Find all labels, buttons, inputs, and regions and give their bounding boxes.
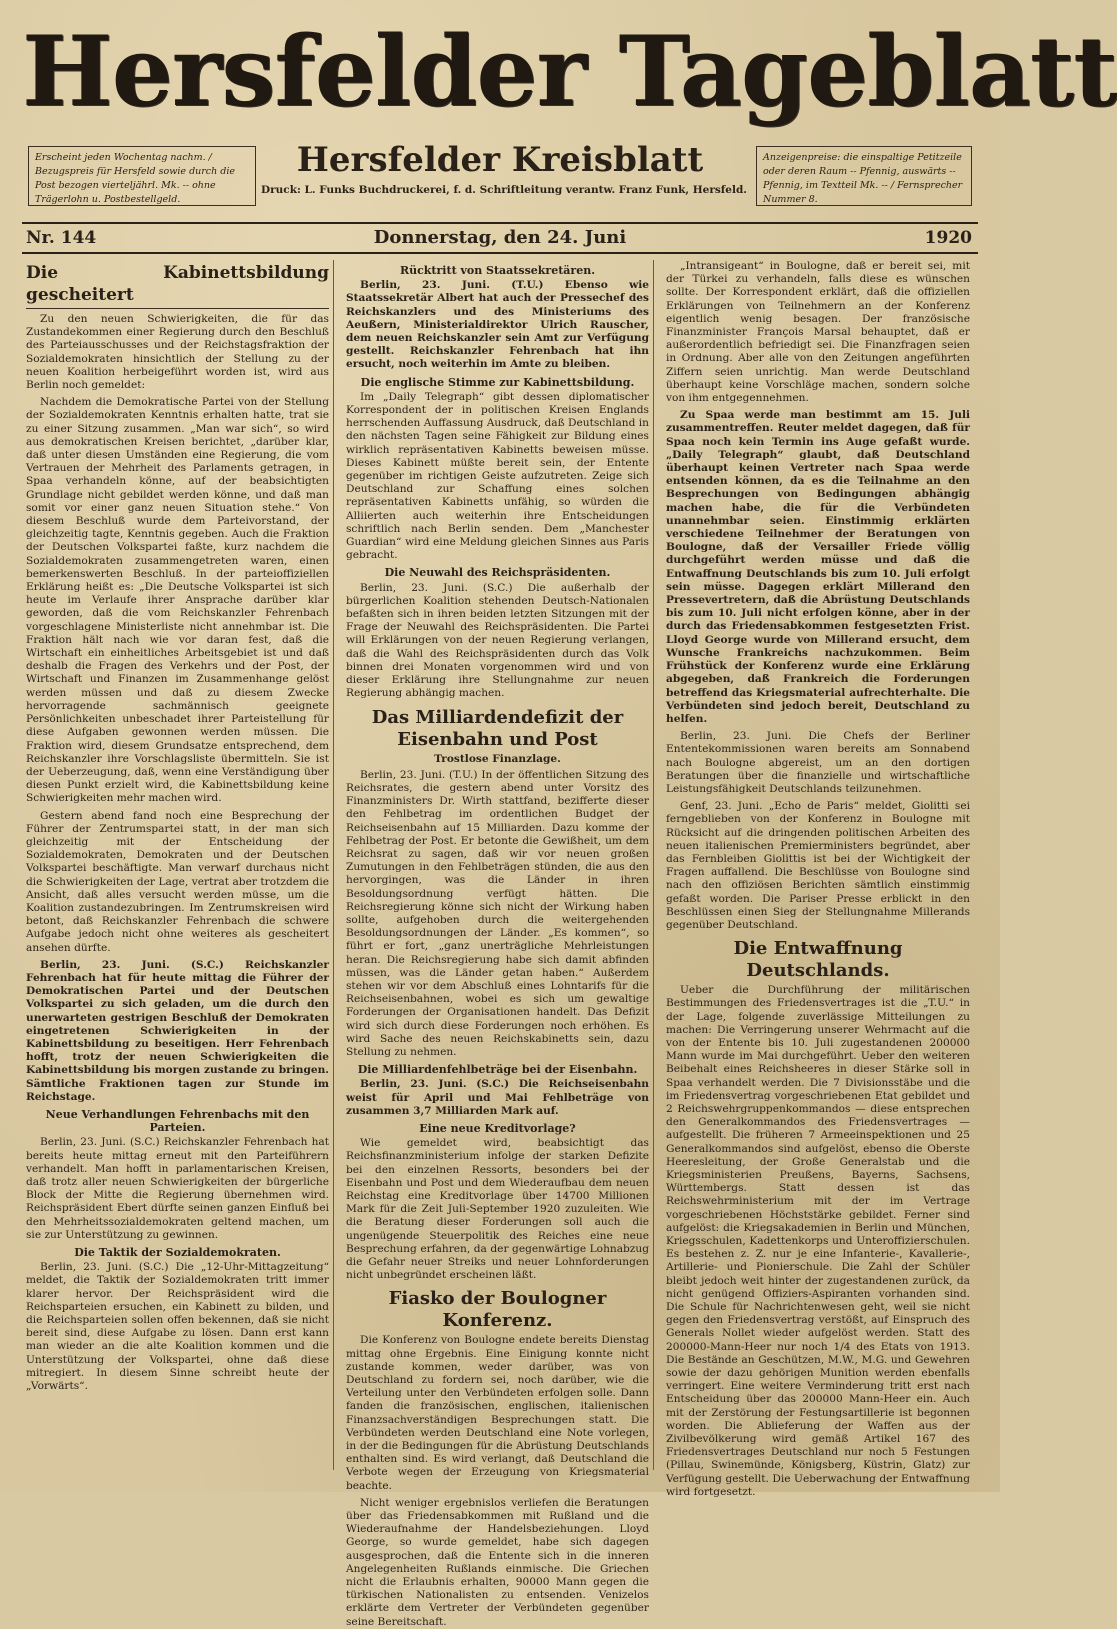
article-paragraph: Berlin, 23. Juni. Die Chefs der Berliner Ententekommissionen waren bereits am Sonnabend nach Boulogne abgereist, um an den dortigen Beratungen über die finanzielle und wirtschaftliche Leistungsfähigkeit Deutschlands teilzunehmen.	[666, 730, 970, 795]
article-paragraph: Berlin, 23. Juni. (S.C.) Die „12-Uhr-Mittagzeitung“ meldet, die Taktik der Sozialdemokraten tritt immer klarer hervor. Der Reichspräsident wird die Reichsparteien ersuchen, ein Kabinett zu bilden, und die Reichsparteien sollen offen bekennen, daß sie nicht bereit sind, diese Aufgabe zu lösen. Dann erst kann man wieder an die alte Koalition kommen und die Unterstützung der Volkspartei, ohne daß diese mitregiert. In diesem Sinne schreibt heute der „Vorwärts“.	[26, 1261, 329, 1393]
masthead-subrow	[22, 138, 978, 218]
issue-number: Nr. 144	[26, 228, 97, 248]
article-paragraph: Berlin, 23. Juni. (S.C.) Reichskanzler Fehrenbach hat für heute mittag die Führer der Demokratischen Partei und der Deutschen Volkspartei zu sich geladen, um die durch den unerwarteten gestrigen Beschluß der Demokraten eingetretenen Schwierigkeiten in der Kabinettsbildung zu beseitigen. Herr Fehrenbach hofft, trotz der neuen Schwierigkeiten die Kabinettsbildung bis morgen zustande zu bringen. Sämtliche Fraktionen tagen zur Stunde im Reichstage.	[26, 958, 329, 1103]
headline-boulogne: Fiasko der Boulogner Konferenz.	[388, 1288, 607, 1332]
column-2	[342, 260, 654, 1628]
headline-kabinettsbildung: Die Kabinettsbildung gescheitert	[26, 262, 329, 309]
subheading: Eine neue Kreditvorlage?	[419, 1121, 576, 1135]
article-paragraph: Zu den neuen Schwierigkeiten, die für das Zustandekommen einer Regierung durch den Beschluß des Parteiausschusses und der Reichstagsfraktion der Sozialdemokraten hinsichtlich der Stellung zu der neuen Koalition herbeigeführt worden ist, wird aus Berlin noch gemeldet:	[26, 313, 329, 392]
subheading: Die Taktik der Sozialdemokraten.	[74, 1246, 281, 1260]
headline-milliardendefizit: Das Milliardendefizit der Eisenbahn und Post	[371, 706, 624, 750]
article-paragraph: Wie gemeldet wird, beabsichtigt das Reichsfinanzministerium infolge der starken Defizite bei den einzelnen Ressorts, besonders bei der Eisenbahn und Post und dem Wiederaufbau dem neuen Reichstag eine Kreditvorlage über 14700 Millionen Mark für die Zeit Juli-September 1920 zuzuleiten. Wie die Beratung dieser Forderungen soll auch die ungenügende Steuerpolitik des Reiches eine neue Besprechung erfahren, da der gegenwärtige Lohnabzug die Gefahr neuer Streiks und neuer Lohnforderungen nicht unbegründet erscheinen läßt.	[346, 1137, 649, 1282]
subheading: Neue Verhandlungen Fehrenbachs mit den Parteien.	[45, 1107, 310, 1135]
printer-line: Druck: L. Funks Buchdruckerei, f. d. Schriftleitung verantw. Franz Funk, Hersfeld.	[261, 184, 747, 196]
article-paragraph: Berlin, 23. Juni. (T.U.) Ebenso wie Staatssekretär Albert hat auch der Pressechef des Reichskanzlers und des Ministeriums des Aeußern, Ministerialdirektor Ulrich Rauscher, dem neuen Reichskanzler sein Amt zur Verfügung gestellt. Reichskanzler Fehrenbach hat ihn ersucht, noch weiterhin im Amte zu bleiben.	[346, 279, 649, 371]
masthead-title: Hersfelder Tageblatt	[22, 15, 1117, 128]
article-paragraph: Gestern abend fand noch eine Besprechung der Führer der Zentrumspartei statt, in der man sich gleichzeitig mit der Entscheidung der Sozialdemokraten, Demokraten und der Deutschen Volkspartei beschäftigte. Man verwarf durchaus nicht die Schwierigkeiten der Lage, vertrat aber trotzdem die Ansicht, daß alles versucht werden müsse, um die Koalition zustandezubringen. Im Zentrumskreisen wird betont, daß Reichskanzler Fehrenbach die schwere Aufgabe jedoch nicht ohne weiteres als gescheitert ansehen dürfte.	[26, 809, 329, 954]
subscription-info-box: Erscheint jeden Wochentag nachm. / Bezugspreis für Hersfeld sowie durch die Post bezogen vierteljährl. Mk. -- ohne Trägerlohn u. Postbestellgeld.	[28, 146, 256, 206]
subheading: Rücktritt von Staatssekretären.	[399, 264, 596, 277]
masthead-subtitle: Hersfelder Kreisblatt	[296, 140, 704, 180]
headline-deck: Trostlose Finanzlage.	[434, 752, 561, 765]
article-paragraph: Genf, 23. Juni. „Echo de Paris“ meldet, Giolitti sei ferngeblieben von der Konferenz in Boulogne mit Rücksicht auf die dringenden politischen Arbeiten des neuen italienischen Premierministers begründet, aber das Fernbleiben Giolittis ist bei der Wichtigkeit der Fragen auffallend. Die Beschlüsse von Boulogne sind nach den offiziösen Berichten sämtlich einstimmig gefaßt worden. Die Pariser Presse erblickt in den Beschlüssen einen Sieg der Stellungnahme Millerands gegenüber Deutschland.	[666, 800, 970, 931]
subheading: Die englische Stimme zur Kabinettsbildung.	[360, 375, 635, 389]
article-paragraph: Berlin, 23. Juni. (S.C.) Die Reichseisenbahn weist für April und Mai Fehlbeträge von zusammen 3,7 Milliarden Mark auf.	[346, 1078, 649, 1117]
subheading: Die Neuwahl des Reichspräsidenten.	[384, 566, 611, 580]
article-paragraph: Im „Daily Telegraph“ gibt dessen diplomatischer Korrespondent der in politischen Kreisen Englands herrschenden Auffassung Ausdruck, daß Deutschland in den nächsten Tagen seine Fähigkeit zur Bildung eines wirklich repräsentativen Kabinetts beweisen müsse. Dieses Kabinett müßte bereit sein, der Entente gegenüber im richtigen Geiste aufzutreten. Zeige sich Deutschland zur Schaffung eines solchen repräsentativen Kabinetts unfähig, so würden die Alliierten auch weiterhin ihre Entscheidungen schriftlich nach Berlin senden. Dem „Manchester Guardian“ wird eine Meldung gleichen Sinnes aus Paris gebracht.	[346, 390, 649, 562]
article-paragraph: „Intransigeant“ in Boulogne, daß er bereit sei, mit der Türkei zu verhandeln, falls diese es wünschen sollte. Der Korrespondent erklärt, daß die offiziellen Erklärungen von Teilnehmern an der Konferenz eigentlich wenig besagen. Der französische Finanzminister François Marsal behauptet, daß er außerordentlich befriedigt sei. Die Finanzfragen seien in Ordnung. Aber alle von den Zeitungen angeführten Ziffern seien unrichtig. Man werde Deutschland überhaupt keine Vorschläge machen, sondern solche von ihm entgegennehmen.	[666, 260, 970, 405]
article-paragraph: Nicht weniger ergebnislos verliefen die Beratungen über das Friedensabkommen mit Rußland und die Wiederaufnahme der Handelsbeziehungen. Lloyd George, so wurde gemeldet, habe sich dagegen ausgesprochen, daß die Entente sich in die inneren Angelegenheiten Rußlands einmische. Die Griechen nicht die Erlaubnis erhalten, 90000 Mann gegen die türkischen Nationalisten zu entsenden. Venizelos erklärte dem Vertreter der Verbündeten gegenüber seine Bereitschaft.	[346, 1496, 649, 1628]
article-paragraph: Ueber die Durchführung der militärischen Bestimmungen des Friedensvertrages ist die „T.U.“ in der Lage, folgende zuverlässige Mitteilungen zu machen: Die Verringerung unserer Wehrmacht auf die von der Entente bis 10. Juli zugestandenen 200000 Mann wurde im Mai durchgeführt. Ueber den weiteren Beibehalt eines Reichsheeres in dieser Stärke soll in Spaa verhandelt werden. Die 7 Divisionsstäbe und die im Friedensvertrag vorgeschriebenen Etat gebildet und 2 Reichswehrgruppenkommandos — diese entsprechen den Generalkommandos des Friedensvertrages — aufgestellt. Die früheren 7 Armeeinspektionen und 25 Generalkommandos sind aufgelöst, ebenso die Oberste Heeresleitung, der Große Generalstab und die Kriegsministerien Preußens, Bayerns, Sachsens, Württembergs. Statt dessen ist das Reichswehrministerium mit der im Vertrage vorgeschriebenen Höchststärke gebildet. Ferner sind aufgelöst: die Kriegsakademien in Berlin und München, Kriegsschulen, Kadettenkorps und Unteroffizierschulen. Es bestehen z. Z. nur je eine Infanterie-, Kavallerie-, Artillerie- und Pionierschule. Die Zahl der Schüler bleibt jedoch weit hinter der zugestandenen zurück, da nicht genügend Offiziers-Aspiranten vorhanden sind. Die Schule für Nachrichtenwesen geht, weil sie nicht gegen den Friedensvertrag verstößt, auf Einspruch des Generals Nollet wieder aufgelöst werden. Statt des 200000-Mann-Heer nur noch 1/4 des Etats von 1913. Die Bestände an Geschützen, M.W., M.G. und Gewehren sowie der dazu gehörigen Munition werden ebenfalls verringert. Eine weitere Verminderung tritt erst nach Entscheidung über das 200000 Mann-Heer ein. Auch mit der Zerstörung der Festungsartillerie ist begonnen worden. Die Ablieferung der Waffen aus der Zivilbevölkerung wird gemäß Artikel 167 des Friedensvertrages Deutschland nur noch 5 Festungen (Pillau, Swinemünde, Königsberg, Küstrin, Glatz) zur Verfügung gestellt. Die Ueberwachung der Entwaffnung wird fortgesetzt.	[666, 984, 970, 1498]
article-paragraph: Berlin, 23. Juni. (T.U.) In der öffentlichen Sitzung des Reichsrates, die gestern abend unter Vorsitz des Finanzministers Dr. Wirth stattfand, bezifferte dieser den Fehlbetrag im ordentlichen Budget der Reichseisenbahn auf 15 Milliarden. Dazu komme der Fehlbetrag der Post. Er betonte die Gewißheit, um dem Reichsrat zu sagen, daß wir vor neuen großen Zumutungen in den Fehlbeträgen stünden, die aus den hervorgingen, was die Länder in ihren Besoldungsordnung verfügt hätten. Die Reichsregierung könne sich nicht der Wirkung haben sollte, aufgehoben durch die weitergehenden Besoldungsordnungen der Länder. „Es kommen“, so führt er fort, „ganz unerträgliche Mehrleistungen heran. Die Reichsregierung habe sich damit abfinden müssen, was die Länder getan haben.“ Außerdem stehen wir vor dem Abschluß eines Lohntarifs für die Reichseisenbahnen, wobei es sich um gewaltige Forderungen der Organisationen handelt. Das Defizit wird sich durch diese Forderungen noch erhöhen. Es wird Sache des neuen Reichskabinetts sein, dazu Stellung zu nehmen.	[346, 768, 649, 1058]
column-3	[662, 260, 974, 1498]
article-columns	[22, 260, 978, 1628]
article-paragraph: Die Konferenz von Boulogne endete bereits Dienstag mittag ohne Ergebnis. Eine Einigung konnte nicht zustande kommen, weder darüber, was von Deutschland zu fordern sei, noch darüber, wie die Verteilung unter den Verbündeten erfolgen solle. Dann fanden die französischen, englischen, italienischen Finanzsachverständigen Besprechungen statt. Die Verbündeten werden Deutschland eine Note vorlegen, in der die Bedingungen für die Abrüstung Deutschlands enthalten sind. Es wird verlangt, daß Deutschland die Verbote wegen der Erzeugung von Kriegsmaterial beachte.	[346, 1334, 649, 1492]
article-paragraph: Nachdem die Demokratische Partei von der Stellung der Sozialdemokraten Kenntnis erhalten hatte, trat sie zu einer Sitzung zusammen. „Man war sich“, so wird aus demokratischen Kreisen berichtet, „darüber klar, daß unter diesen Umständen eine Regierung, die vom Vertrauen der Mehrheit des Parlaments getragen, in Spaa verhandeln könne, auf der beabsichtigten Grundlage nicht gebildet werden könne, und daß man somit vor einer ganz neuen Situation stehe.“ Von diesem Beschluß wurde dem Parteivorstand, der gleichzeitig tagte, Kenntnis gegeben. Auch die Fraktion der Deutschen Volkspartei faßte, kurz nachdem die Sozialdemokraten zusammengetreten waren, einen bemerkenswerten Beschluß. In der parteioffiziellen Erklärung heißt es: „Die Deutsche Volkspartei ist sich heute im Verlaufe ihrer Ansprache darüber klar geworden, daß die vom Reichskanzler Fehrenbach vorgeschlagene Ministerliste nicht annehmbar ist. Die Fraktion hält nach wie vor daran fest, daß die Wirtschaft ein einheitliches Arbeitsgebiet ist und daß deshalb die Fragen des Verkehrs und der Post, der Wirtschaft und Finanzen im Zusammenhange gelöst werden müssen und daß zu diesem Zwecke hervorragende sachmännisch geeignete Persönlichkeiten unbeschadet ihrer Parteistellung für diese Aufgaben gewonnen werden müssen. Die Fraktion wird, diesem Grundsatze entsprechend, dem Reichskanzler ihre Vorschlagsliste übermitteln. Sie ist der Ueberzeugung, daß, wenn eine Verständigung über diesen Punkt erzielt wird, die Kabinettsbildung keine Schwierigkeiten mehr machen wird.	[26, 396, 329, 805]
dateline	[22, 222, 978, 254]
article-paragraph: Berlin, 23. Juni. (S.C.) Die außerhalb der bürgerlichen Koalition stehenden Deutsch-Nationalen befaßten sich in ihren beiden letzten Sitzungen mit der Frage der Neuwahl des Reichspräsidenten. Die Partei will Erklärungen von der neuen Regierung verlangen, daß die Wahl des Reichspräsidenten durch das Volk binnen drei Monaten vorgenommen wird und von dieser Erklärung ihre Stellungnahme zur neuen Regierung abhängig machen.	[346, 581, 649, 700]
subheading: Die Milliardenfehlbeträge bei der Eisenbahn.	[357, 1063, 638, 1077]
issue-date: Donnerstag, den 24. Juni	[373, 227, 627, 248]
article-paragraph: Zu Spaa werde man bestimmt am 15. Juli zusammentreffen. Reuter meldet dagegen, daß für Spaa noch kein Termin ins Auge gefaßt wurde. „Daily Telegraph“ glaubt, daß Deutschland überhaupt keinen Vertreter nach Spaa werde entsenden können, da es die Teilnahme an den Besprechungen von Bedingungen abhängig machen habe, die für die Verbündeten unannehmbar seien. Einstimmig erklärten verschiedene Teilnehmer der Beratungen von Boulogne, daß der Versailler Friede völlig durchgeführt werden müsse und daß die Entwaffnung Deutschlands bis zum 10. Juli erfolgt sein müsse. Dagegen erklärt Millerand den Pressevertretern, daß die Abrüstung Deutschlands bis zum 10. Juli nicht erfolgen könne, aber in der durch das Friedensabkommen festgesetzten Frist. Lloyd George wurde von Millerand ersucht, dem Wunsche Frankreichs nachzukommen. Beim Frühstück der Konferenz wurde eine Erklärung abgegeben, daß Frankreich die Forderungen betreffend das Kriegsmaterial aufrechterhalte. Die Verbündeten sind jedoch bereit, Deutschland zu helfen.	[666, 409, 970, 725]
headline-entwaffnung: Die Entwaffnung Deutschlands.	[733, 938, 903, 982]
column-1	[22, 260, 334, 1470]
issue-year: 1920	[924, 228, 972, 248]
article-paragraph: Berlin, 23. Juni. (S.C.) Reichskanzler Fehrenbach hat bereits heute mittag erneut mit den Parteiführern verhandelt. Man hofft in parlamentarischen Kreisen, daß trotz aller neuen Schwierigkeiten der bürgerliche Block der Mitte die Regierung übernehmen wird. Reichspräsident Ebert dürfte seinen ganzen Einfluß bei den Mehrheitssozialdemokraten geltend machen, um sie zur Unterstützung zu gewinnen.	[26, 1136, 329, 1241]
advertising-info-box: Anzeigenpreise: die einspaltige Petitzeile oder deren Raum -- Pfennig, auswärts -- Pfennig, im Textteil Mk. -- / Fernsprecher Nummer 8.	[756, 146, 972, 206]
